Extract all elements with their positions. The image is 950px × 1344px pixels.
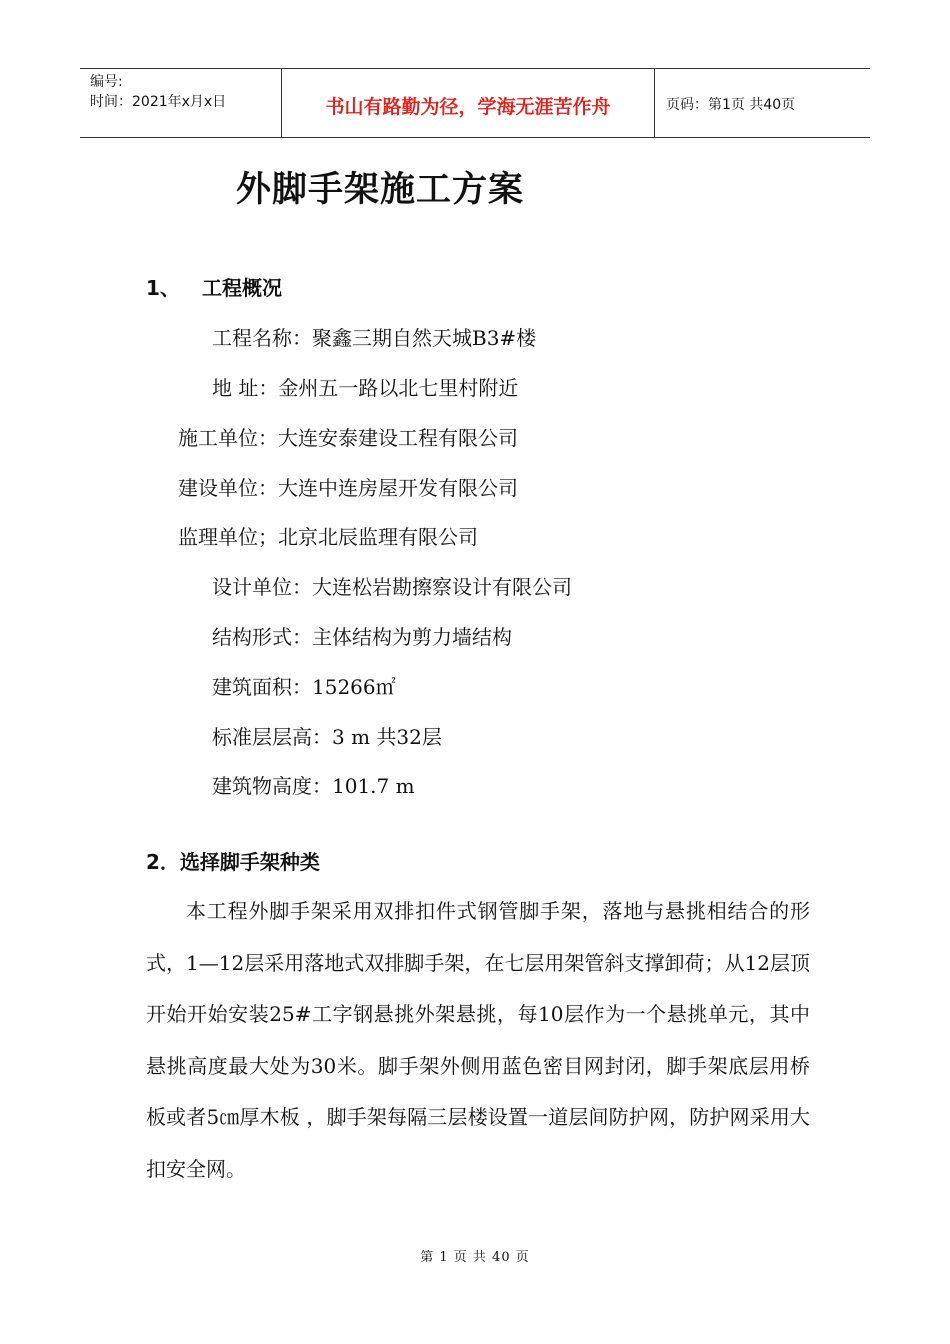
info-floor-area: 建筑面积：15266㎡ [212, 675, 396, 699]
info-supervisor: 监理单位；北京北辰监理有限公司 [178, 525, 478, 549]
section2-heading: 2．选择脚手架种类 [146, 850, 320, 874]
info-structure: 结构形式：主体结构为剪力墙结构 [212, 625, 512, 649]
section2-paragraph [146, 886, 810, 1195]
info-contractor: 施工单位：大连安泰建设工程有限公司 [178, 426, 518, 450]
info-building-height: 建筑物高度：101.7 m [212, 774, 415, 798]
info-storey-height: 标准层层高：3 m 共32层 [212, 725, 442, 749]
info-address: 地 址：金州五一路以北七里村附近 [212, 376, 519, 400]
document-title: 外脚手架施工方案 [236, 170, 525, 210]
section2-paragraph-text: 本工程外脚手架采用双排扣件式钢管脚手架，落地与悬挑相结合的形式，1—12层采用落地式双排脚手架，在七层用架管斜支撑卸荷；从12层顶开始开始安装25#工字钢悬挑外架悬挑，每10层作为一个悬挑单元，其中悬挑高度最大处为30米。脚手架外侧用蓝色密目网封闭，脚手架底层用桥板或者5㎝厚木板 ，脚手架每隔三层楼设置一道层间防护网，防护网采用大扣安全网。 [146, 899, 810, 1181]
document-date-label: 时间：2021年x月x日 [90, 94, 227, 110]
header-page-label: 页码：第1页 共40页 [666, 97, 796, 113]
section1-number: 1、 [146, 276, 180, 300]
header-meta-cell [80, 69, 282, 137]
info-designer: 设计单位：大连松岩勘擦察设计有限公司 [212, 575, 572, 599]
info-project-name: 工程名称：聚鑫三期自然天城B3#楼 [212, 326, 537, 350]
header-motto: 书山有路勤为径，学海无涯苦作舟 [282, 69, 655, 137]
page-footer: 第 1 页 共 40 页 [420, 1250, 530, 1265]
document-number-label: 编号: [90, 74, 123, 90]
header-table [80, 68, 870, 138]
info-developer: 建设单位：大连中连房屋开发有限公司 [178, 476, 518, 500]
section1-heading: 工程概况 [202, 276, 282, 300]
